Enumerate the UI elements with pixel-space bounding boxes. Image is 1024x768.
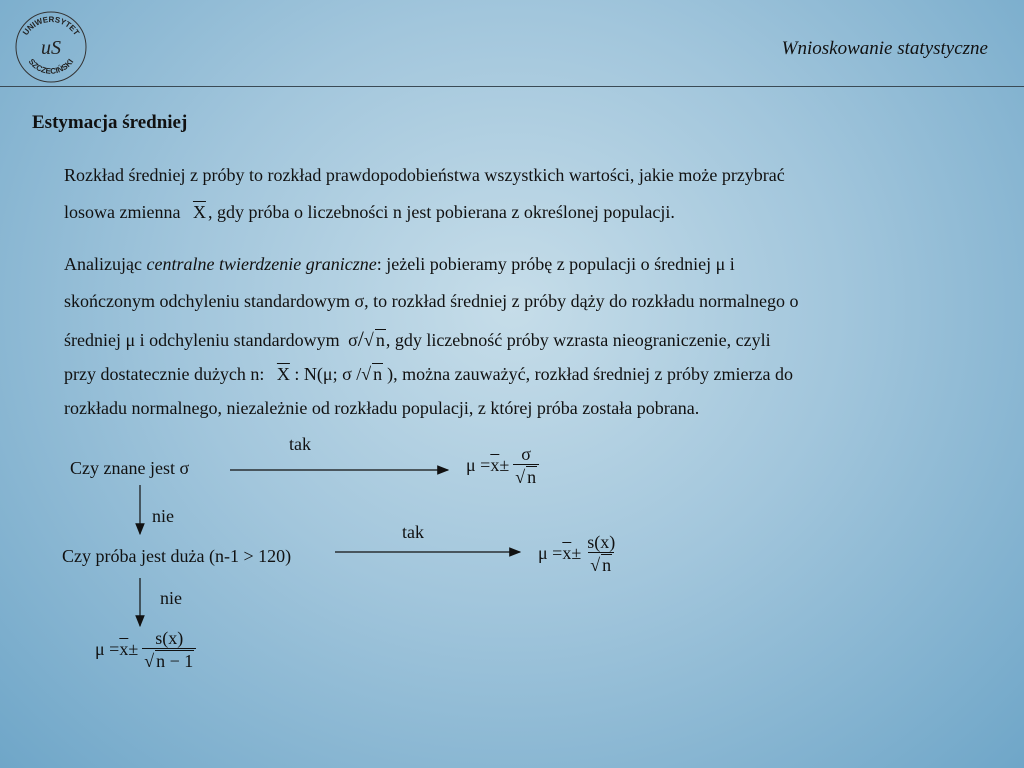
f3-pm: ± bbox=[128, 639, 139, 659]
para2-line3: średniej μ i odchyleniu standardowym σ/√ n, gdy liczebność próby wzrasta nieograniczenie, czyli bbox=[64, 326, 771, 351]
x-bar-variable: $\overline{X}$ bbox=[192, 202, 206, 222]
formula-sigma-known: μ = $\overline{x}$ ± $\frac{\sigma}{√ n}$ bbox=[466, 444, 539, 487]
para1-line1: Rozkład średniej z próby to rozkład prawdopodobieństwa wszystkich wartości, jakie może przybrać bbox=[64, 165, 785, 185]
formula-small-sample: μ = $\overline{x}$ ± $\frac{s(x)}{√ n - 1}$ bbox=[95, 628, 196, 671]
para1-line2-text-a: losowa zmienna bbox=[64, 202, 181, 222]
f2-numerator: s(x) bbox=[587, 532, 616, 552]
f1-lhs: μ = bbox=[466, 455, 491, 475]
label-yes-2: tak bbox=[402, 522, 424, 542]
formula-sqrt-n: n bbox=[373, 364, 383, 384]
para1-line2-text-b: , gdy próba o liczebności n jest pobierana z określonej populacji. bbox=[207, 202, 675, 222]
para2-line1-text-a: Analizując bbox=[64, 254, 142, 274]
f2-denominator: n bbox=[602, 555, 612, 575]
label-yes-1: tak bbox=[289, 434, 311, 454]
f1-numerator: σ bbox=[521, 444, 531, 464]
f3-numerator: s(x) bbox=[155, 628, 184, 648]
para2-line5: rozkładu normalnego, niezależnie od rozkładu populacji, z której próba została pobrana. bbox=[64, 398, 700, 418]
f3-denominator: n − 1 bbox=[156, 651, 194, 671]
f3-lhs: μ = bbox=[95, 639, 120, 659]
f1-x-bar: $\overline{x}$ bbox=[490, 455, 500, 475]
f2-lhs: μ = bbox=[538, 543, 563, 563]
section-title: Estymacja średniej bbox=[32, 112, 188, 133]
sigma-symbol: σ bbox=[348, 330, 358, 350]
f1-denominator: n bbox=[527, 467, 537, 487]
label-no-2: nie bbox=[160, 588, 182, 608]
f2-pm: ± bbox=[571, 543, 582, 563]
para2-line1-text-b: : jeżeli pobieramy próbę z populacji o średniej μ i bbox=[376, 254, 735, 274]
f3-x-bar: $\overline{x}$ bbox=[119, 639, 129, 659]
para2-line4-text-b: , można zauważyć, rozkład średniej z próby zmierza do bbox=[393, 364, 793, 384]
para2-line3-text-b: , gdy liczebność próby wzrasta nieograniczenie, czyli bbox=[385, 330, 771, 350]
clt-term: centralne twierdzenie graniczne bbox=[146, 254, 377, 274]
para2-line3-text-a: średniej μ i odchyleniu standardowym bbox=[64, 330, 340, 350]
formula-large-sample: μ = $\overline{x}$ ± $\frac{s(x)}{√ n}$ bbox=[538, 532, 616, 575]
question-sample-large: Czy próba jest duża (n-1 > 120) bbox=[62, 546, 292, 566]
para2-line2: skończonym odchyleniu standardowym σ, to rozkład średniej z próby dąży do rozkładu normalnego o bbox=[64, 291, 799, 311]
formula-close: ) bbox=[387, 364, 394, 384]
logo-text-bottom: SZCZECIŃSKI bbox=[26, 57, 76, 76]
logo-text-top: UNIWERSYTET bbox=[21, 14, 81, 37]
f1-pm: ± bbox=[499, 455, 510, 475]
logo-mark: uS bbox=[41, 37, 61, 59]
sqrt-n: n bbox=[375, 330, 385, 350]
formula-normal: : N(μ; σ / bbox=[294, 364, 362, 384]
header-title: Wnioskowanie statystyczne bbox=[781, 38, 988, 59]
para2-line4: przy dostatecznie dużych n: $\overline{X}$ : N(μ; σ /√ n ), można zauważyć, rozkład średniej z próby zmierza do bbox=[64, 364, 793, 384]
formula-x-bar: $\overline{X}$ bbox=[276, 364, 290, 384]
para2-line4-text-a: przy dostatecznie dużych n: bbox=[64, 364, 265, 384]
question-sigma-known: Czy znane jest σ bbox=[70, 458, 190, 478]
label-no-1: nie bbox=[152, 506, 174, 526]
f2-x-bar: $\overline{x}$ bbox=[562, 543, 572, 563]
